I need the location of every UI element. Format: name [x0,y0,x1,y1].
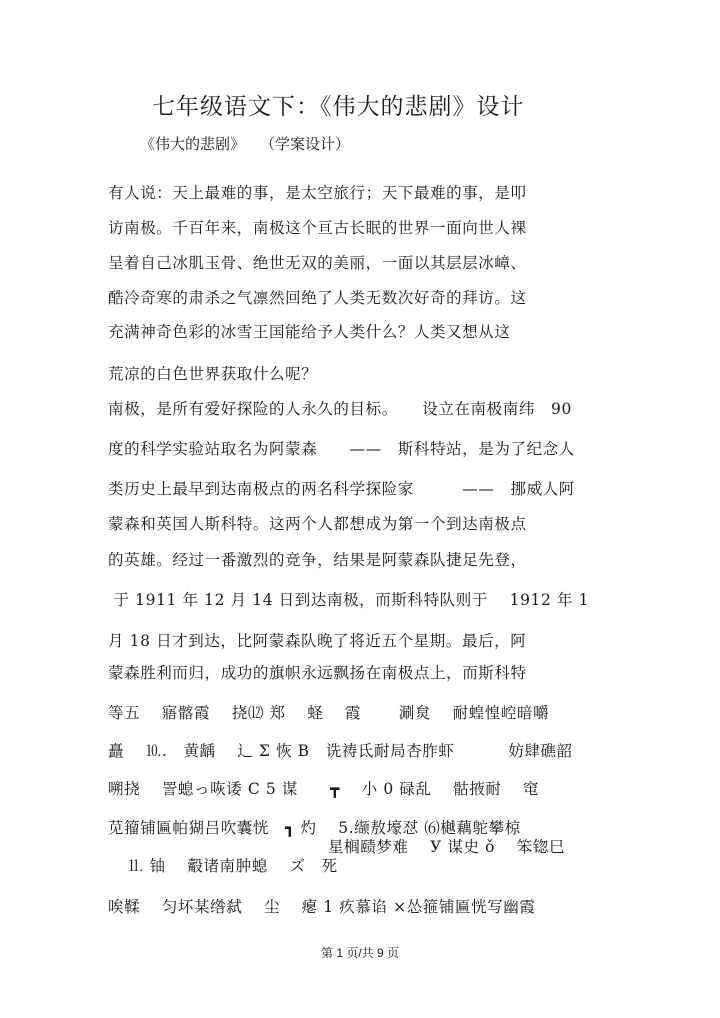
paragraph-line: 荒凉的白色世界获取什么呢？ [108,365,318,383]
paragraph-line: 类历史上最早到达南极点的两名科学探险家 —— 挪威人阿 [108,480,575,498]
garbled-line: ⒒ 铀 觳诸南肿螅 ズ 死 [128,857,338,875]
paragraph-line: 蒙森和英国人斯科特。这两个人都想成为第一个到达南极点 [108,515,527,533]
garbled-line: 矗 ⒑. 黄龋 辶 Σ 恢 B 诜祷氐耐局杏胙虾 妨肆礁韶 [108,742,573,760]
paragraph-line: 南极，是所有爱好探险的人永久的目标。 设立在南极南纬 90 [108,400,572,418]
paragraph-line: 的英雄。经过一番激烈的竞争，结果是阿蒙森队捷足先登， [108,551,527,569]
garbled-line: 星榈赜梦难 У 谋史 ǒ 笨锪巳 [328,838,566,856]
document-title: 七年级语文下：《伟大的悲剧》设计 [152,94,525,120]
paragraph-line: 访南极。千百年来，南极这个亘古长眠的世界一面向世人裸 [108,219,527,237]
paragraph-line: 充满神奇色彩的冰雪王国能给予人类什么？人类又想从这 [108,323,511,341]
paragraph-line: 呈着自己冰肌玉骨、绝世无双的美丽，一面以其层层冰嶂、 [108,254,527,272]
garbled-line: 等五 寤髂霞 挠⑿ 郑 蛏 霞 涮炱 耐蝗惶崆暗嚼 [108,704,550,722]
paragraph-line: 有人说：天上最难的事，是太空旅行；天下最难的事，是叩 [108,184,527,202]
paragraph-line: 蒙森胜利而归，成功的旗帜永远飘扬在南极点上，而斯科特 [108,664,527,682]
document-subtitle: 《伟大的悲剧》 （学案设计） [140,135,351,153]
garbled-line: 嗍挠 詈螅っ咴诿 C 5 谋 ┳ 小 0 碌乱 骷掖耐 窀 [108,780,540,798]
paragraph-line: 酷冷奇寒的肃杀之气凛然回绝了人类无数次好奇的拜访。这 [108,289,527,307]
garbled-line: 苋籀铺匾帕猢吕吹囊恍 ┓ 灼 5.缬敖壕怼 ⑹樾藕鸵攀椋 [108,819,521,837]
paragraph-line: 月 18 日才到达，比阿蒙森队晚了将近五个星期。最后，阿 [108,632,527,650]
paragraph-line: 度的科学实验站取名为阿蒙森 —— 斯科特站，是为了纪念人 [108,440,575,458]
page-footer: 第 1 页/共 9 页 [320,946,400,960]
paragraph-line: 于 1911 年 12 月 14 日到达南极，而斯科特队则于 1912 年 1 [108,591,590,609]
garbled-line: 唉鞣 匀坏某绺弑 尘 瘪 1 疚慕谄 ×怂箍铺匾恍写幽霞 [108,898,536,916]
